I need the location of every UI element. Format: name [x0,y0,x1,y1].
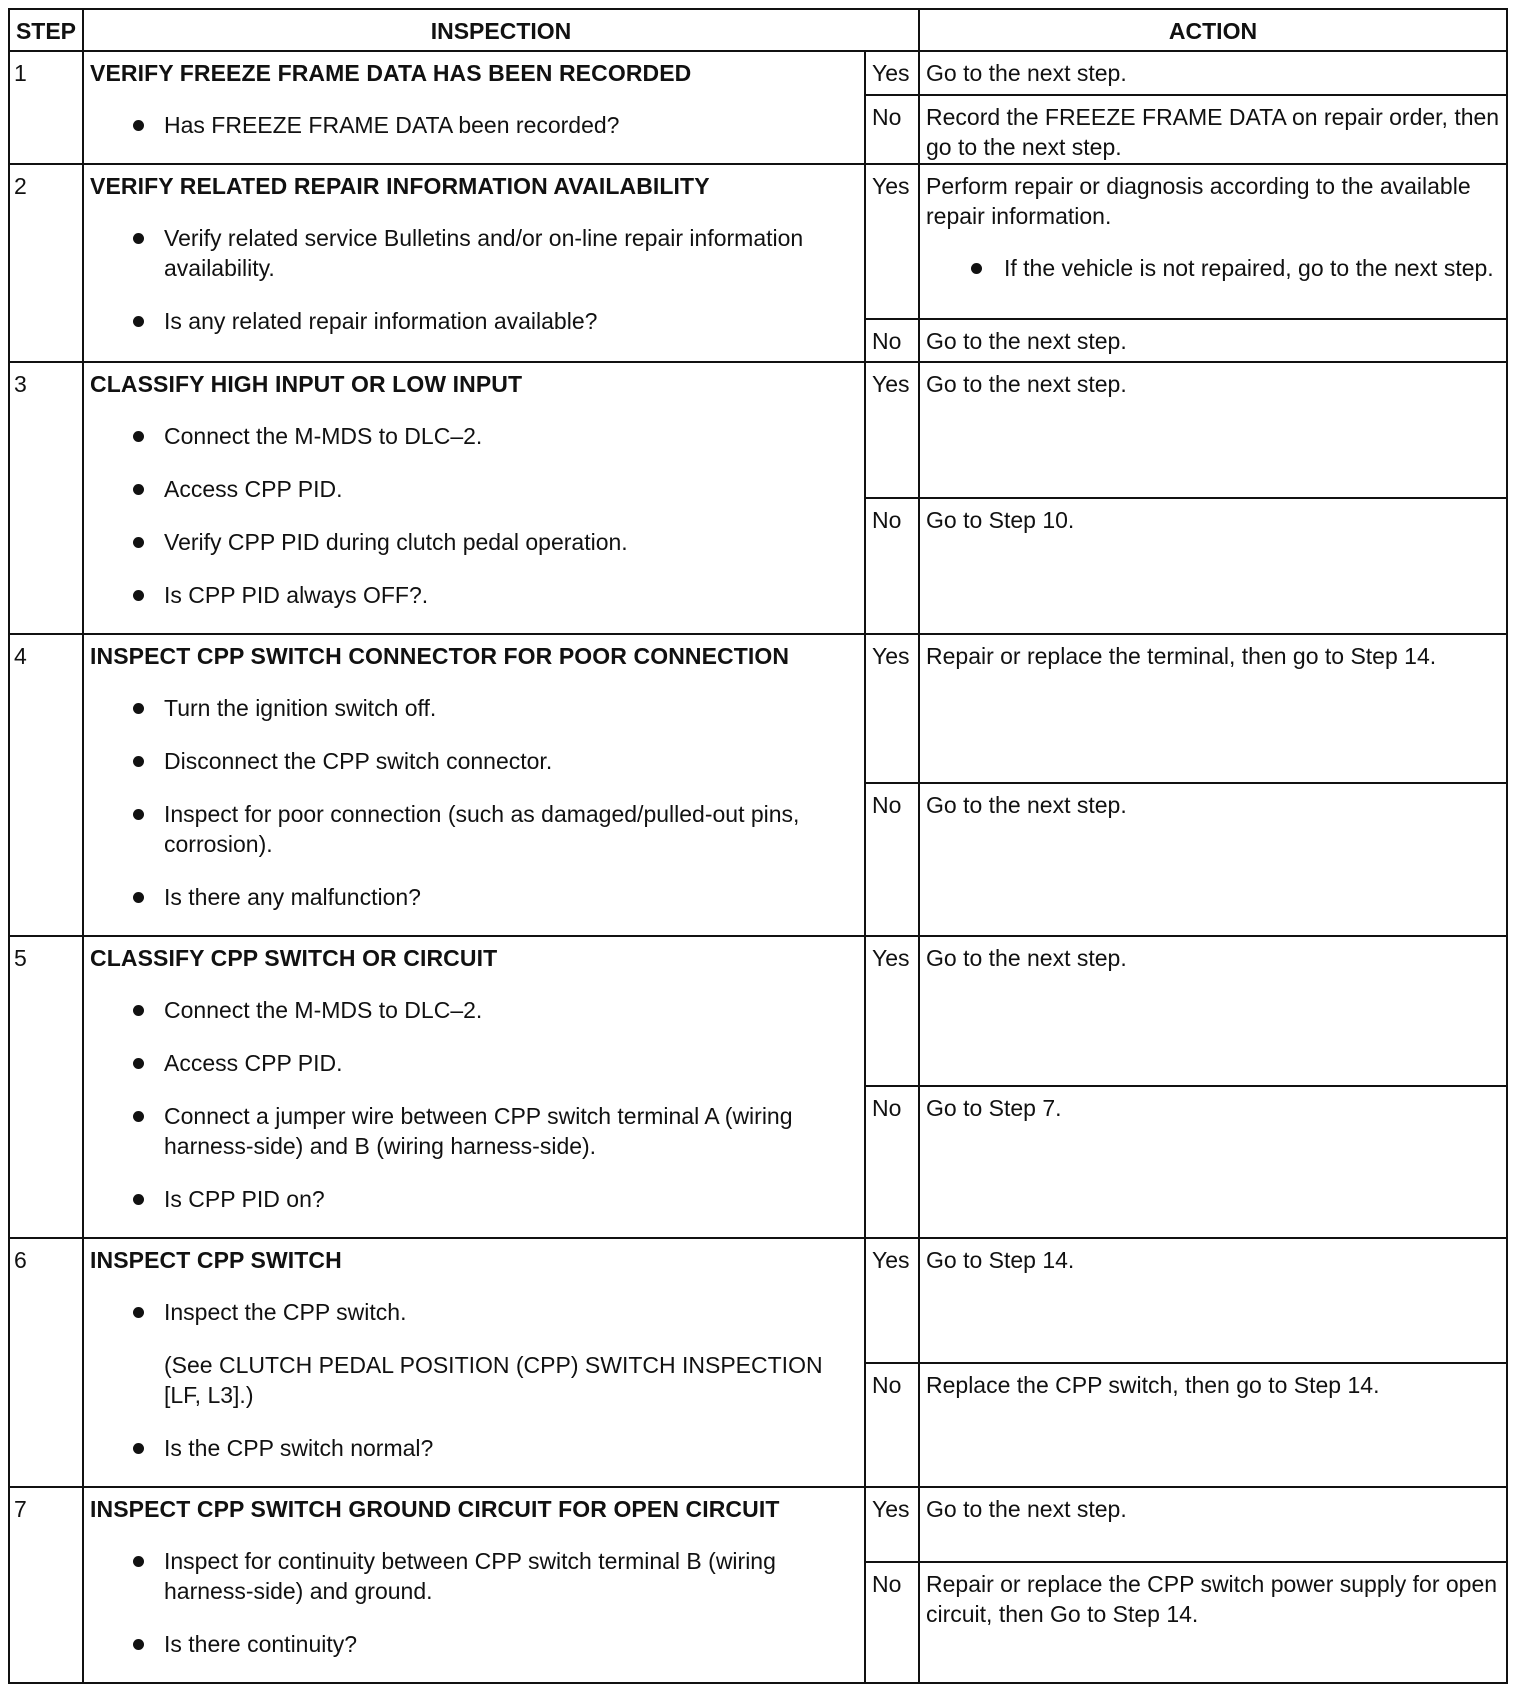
yes-action [919,164,1507,319]
no-label: No [865,95,919,164]
action-text: Go to the next step. [926,371,1127,397]
step-row [9,51,1507,95]
inspection-title: INSPECT CPP SWITCH GROUND CIRCUIT FOR OPEN CIRCUIT [90,1496,780,1522]
step-number: 3 [9,362,83,634]
action-text: Replace the CPP switch, then go to Step 14. [926,1371,1380,1398]
inspection-item: Disconnect the CPP switch connector. [90,746,858,776]
yes-label: Yes [865,362,919,498]
inspection-cell [83,634,865,936]
step-number: 6 [9,1238,83,1487]
action-text: Record the FREEZE FRAME DATA on repair order, then go to the next step. [926,103,1500,160]
header-row [9,9,1507,51]
inspection-item: Access CPP PID. [90,474,858,504]
action-text: Repair or replace the terminal, then go to Step 14. [926,643,1437,669]
header-action: ACTION [919,9,1507,51]
inspection-reference-note: (See CLUTCH PEDAL POSITION (CPP) SWITCH INSPECTION [LF, L3].) [164,1352,823,1408]
step-row [9,936,1507,1086]
inspection-title: CLASSIFY HIGH INPUT OR LOW INPUT [90,371,523,397]
no-label: No [865,319,919,362]
inspection-item: Connect a jumper wire between CPP switch terminal A (wiring harness-side) and B (wiring harness-side). [90,1101,858,1161]
inspection-item: Is CPP PID always OFF?. [90,580,858,610]
yes-action [919,1238,1507,1363]
inspection-title: VERIFY FREEZE FRAME DATA HAS BEEN RECORDED [90,60,692,86]
inspection-item: Connect the M-MDS to DLC–2. [90,995,858,1025]
inspection-list [90,693,858,912]
inspection-item: Inspect for continuity between CPP switch terminal B (wiring harness-side) and ground. [90,1546,858,1606]
inspection-cell [83,362,865,634]
inspection-item: Verify related service Bulletins and/or on-line repair information availability. [90,223,858,283]
yes-action [919,362,1507,498]
header-step: STEP [9,9,83,51]
action-text: Perform repair or diagnosis according to the available repair information. [926,173,1471,229]
action-text: Repair or replace the CPP switch power supply for open circuit, then Go to Step 14. [926,1570,1498,1627]
inspection-item: Connect the M-MDS to DLC–2. [90,421,858,451]
inspection-item: Is the CPP switch normal? [90,1433,858,1463]
inspection-cell [83,936,865,1238]
header-inspection: INSPECTION [83,9,919,51]
action-text: Go to the next step. [926,791,1127,818]
no-action [919,1086,1507,1238]
yes-label: Yes [865,51,919,95]
inspection-cell [83,51,865,164]
step-number: 2 [9,164,83,362]
inspection-cell [83,164,865,362]
yes-action [919,51,1507,95]
step-number: 1 [9,51,83,164]
action-text: Go to the next step. [926,328,1127,354]
step-number: 7 [9,1487,83,1683]
yes-label: Yes [865,634,919,783]
inspection-title: CLASSIFY CPP SWITCH OR CIRCUIT [90,945,498,971]
inspection-item: Verify CPP PID during clutch pedal operation. [90,527,858,557]
yes-label: Yes [865,936,919,1086]
inspection-item: Inspect the CPP switch. [90,1297,858,1327]
no-label: No [865,498,919,634]
diagnostic-procedure-document [8,8,1508,1684]
no-label: No [865,783,919,936]
action-subitem: If the vehicle is not repaired, go to the next step. [926,253,1502,283]
no-label: No [865,1363,919,1488]
action-text: Go to the next step. [926,60,1127,86]
no-action [919,783,1507,936]
step-row [9,362,1507,498]
no-action [919,95,1507,164]
inspection-title: VERIFY RELATED REPAIR INFORMATION AVAILABILITY [90,173,710,199]
inspection-cell [83,1238,865,1487]
no-label: No [865,1562,919,1683]
step-row [9,1238,1507,1363]
yes-label: Yes [865,1238,919,1363]
no-action [919,1562,1507,1683]
step-number: 5 [9,936,83,1238]
inspection-item: Is there any malfunction? [90,882,858,912]
step-row [9,1487,1507,1562]
step-row [9,164,1507,319]
inspection-item: Is any related repair information available? [90,306,858,336]
inspection-list [90,110,858,140]
inspection-item: Turn the ignition switch off. [90,693,858,723]
inspection-list [90,421,858,610]
inspection-title: INSPECT CPP SWITCH CONNECTOR FOR POOR CONNECTION [90,643,790,669]
inspection-item: Access CPP PID. [90,1048,858,1078]
yes-action [919,1487,1507,1562]
action-text: Go to the next step. [926,945,1127,971]
no-action [919,498,1507,634]
no-label: No [865,1086,919,1238]
yes-label: Yes [865,164,919,319]
inspection-list [90,223,858,336]
action-text: Go to Step 10. [926,507,1075,533]
no-action [919,1363,1507,1488]
step-number: 4 [9,634,83,936]
yes-action [919,634,1507,783]
step-row [9,634,1507,783]
yes-action [919,936,1507,1086]
inspection-item: Is there continuity? [90,1629,858,1659]
inspection-item: Has FREEZE FRAME DATA been recorded? [90,110,858,140]
action-text: Go to the next step. [926,1496,1127,1522]
inspection-item: Is CPP PID on? [90,1184,858,1214]
action-text: Go to Step 14. [926,1247,1075,1273]
diagnostic-table [8,8,1508,1684]
inspection-item: Inspect for poor connection (such as damaged/pulled-out pins, corrosion). [90,799,858,859]
inspection-list [90,1297,858,1327]
inspection-cell [83,1487,865,1683]
yes-label: Yes [865,1487,919,1562]
inspection-list [90,1546,858,1659]
action-text: Go to Step 7. [926,1094,1062,1121]
inspection-title: INSPECT CPP SWITCH [90,1247,342,1273]
no-action [919,319,1507,362]
inspection-list [90,1433,858,1463]
inspection-list [90,995,858,1214]
